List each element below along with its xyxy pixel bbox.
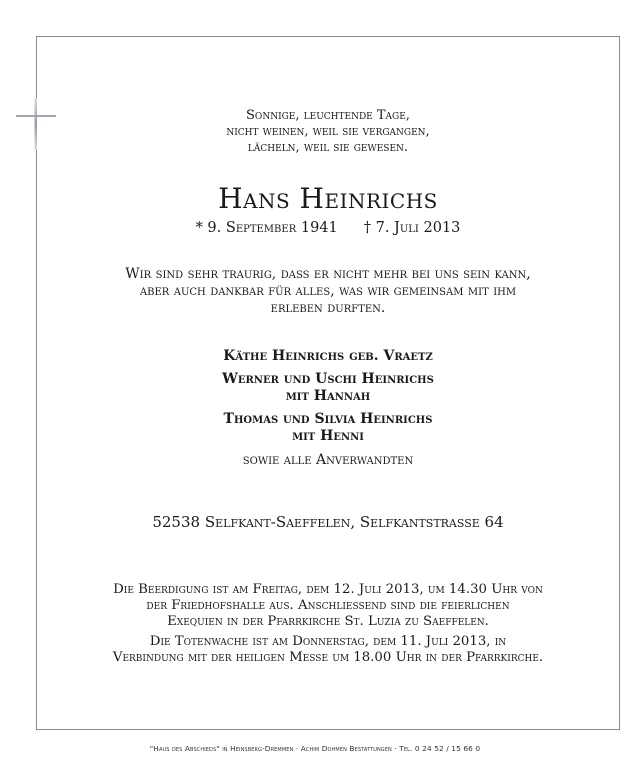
relatives-line: sowie alle Anverwandten — [242, 452, 414, 468]
message-line: aber auch dankbar für alles, was wir gemeinsam mit ihm — [139, 283, 517, 299]
mourner-name: Werner und Uschi Heinrichs — [222, 371, 434, 387]
mourner-entry — [36, 348, 620, 365]
mourner-child: mit Hannah — [285, 388, 371, 404]
funeral-paragraph — [36, 582, 620, 630]
mourner-entry — [36, 411, 620, 445]
funeral-line: Die Beerdigung ist am Freitag, dem 12. Juli 2013, um 14.30 Uhr von — [113, 582, 543, 597]
deceased-name: Hans Heinrichs — [218, 182, 438, 215]
message-line: erleben durften. — [270, 300, 386, 316]
funeral-details — [36, 582, 620, 670]
poem-line: lächeln, weil sie gewesen. — [247, 140, 409, 155]
mourner-name: Thomas und Silvia Heinrichs — [223, 411, 433, 427]
poem — [36, 108, 620, 156]
family-message — [36, 266, 620, 317]
mourners-list — [36, 348, 620, 451]
funeral-line: Exequien in der Pfarrkirche St. Luzia zu Saeffelen. — [167, 614, 489, 629]
family-address: 52538 Selfkant-Saeffelen, Selfkantstrasse 64 — [152, 513, 504, 531]
poem-line: nicht weinen, weil sie vergangen, — [226, 124, 430, 139]
life-dates — [36, 218, 620, 238]
wake-line: Verbindung mit der heiligen Messe um 18.00 Uhr in der Pfarrkirche. — [112, 650, 544, 665]
undertaker-footer: "Haus des Abschieds" in Heinsberg-Dremmen · Achim Dohmen Bestattungen · Tel. 0 24 52 / 15 66 0 — [149, 744, 481, 753]
funeral-line: der Friedhofshalle aus. Anschliessend sind die feierlichen — [146, 598, 510, 613]
mourner-child: mit Henni — [292, 428, 364, 444]
poem-line: Sonnige, leuchtende Tage, — [246, 108, 410, 123]
mourner-entry — [36, 371, 620, 405]
message-line: Wir sind sehr traurig, dass er nicht mehr bei uns sein kann, — [125, 266, 531, 282]
death-date: † 7. Juli 2013 — [363, 220, 461, 236]
birth-date: * 9. September 1941 — [195, 220, 338, 236]
wake-line: Die Totenwache ist am Donnerstag, dem 11. Juli 2013, in — [149, 634, 507, 649]
mourner-name: Käthe Heinrichs geb. Vraetz — [223, 348, 433, 364]
wake-paragraph — [36, 634, 620, 666]
